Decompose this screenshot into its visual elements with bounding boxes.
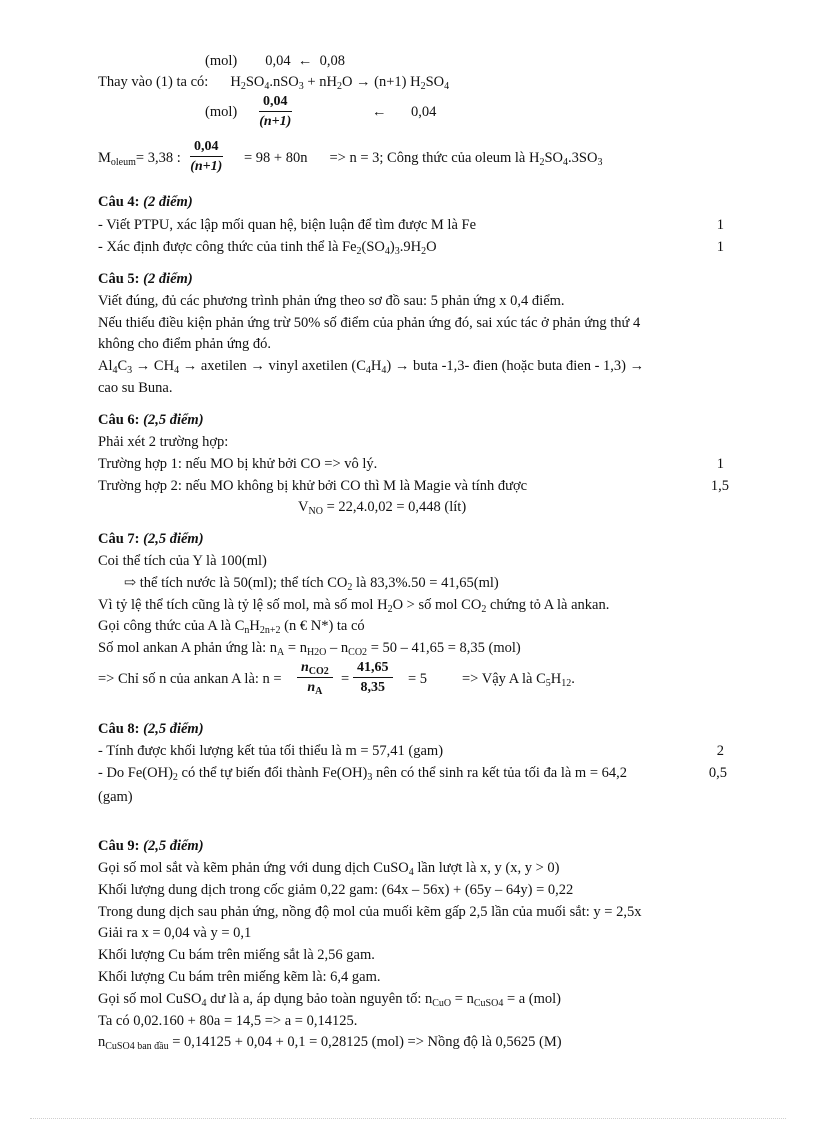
arrow-left-2: ←	[372, 104, 387, 120]
mol-value-b: 0,08	[319, 53, 345, 69]
q7-line-1: Coi thể tích của Y là 100(ml)	[98, 553, 267, 569]
q6-line-2: Trường hợp 1: nếu MO bị khử bởi CO => vô lý.	[98, 456, 378, 472]
q7-line-4: Gọi công thức của A là $C_nH_{2n+2}$ (n € N*) ta có	[98, 618, 365, 636]
page-bottom-rule	[30, 1118, 786, 1119]
q6-line-3: Trường hợp 2: nếu MO không bị khử bởi CO thì M là Magie và tính được	[98, 478, 528, 494]
q9-line-7: Gọi số mol CuSO$_4$ dư là a, áp dụng bảo toàn nguyên tố: $n_{CuO} = n_{CuSO4} = a$ (mol)	[98, 991, 562, 1009]
q6-score-2: 1	[716, 456, 724, 472]
q6-volume-no: $V_{NO} = 22,4.0,02 = 0,448$ (lít)	[298, 499, 467, 517]
question-9-heading: Câu 9: (2,5 điểm)	[98, 838, 204, 854]
q7-line-5: Số mol ankan A phản ứng là: $n_A = n_{H2O} - n_{CO2} = 50 - 41,65 = 8,35$ (mol)	[98, 640, 521, 658]
q9-line-5: Khối lượng Cu bám trên miếng sắt là 2,56 gam.	[98, 947, 375, 963]
fraction-004-n1: $\frac{0,04}{(n+1)}$	[259, 94, 292, 129]
question-8-heading: Câu 8: (2,5 điểm)	[98, 721, 204, 737]
mol-label: (mol)	[205, 53, 238, 69]
question-7-heading: Câu 7: (2,5 điểm)	[98, 531, 204, 547]
fraction-004-n1-b: $\frac{0,04}{(n+1)}$	[190, 139, 223, 174]
substitution-line	[98, 73, 449, 92]
mol-value-a: 0,04	[265, 53, 291, 69]
q5-line-3: không cho điểm phản ứng đó.	[98, 336, 271, 352]
q9-line-1: Gọi số mol sắt và kẽm phản ứng với dung dịch CuSO$_4$ lần lượt là x, y (x, y > 0)	[98, 860, 560, 878]
arrow-right-icon: ⇨	[124, 575, 137, 591]
oleum-result: = 98 + 80n => n = 3; Công thức của oleum là $H_2SO_4.3SO_3$	[244, 150, 603, 168]
q5-line-5: cao su Buna.	[98, 380, 173, 396]
q7-line-6: => Chỉ số n của ankan A là: n =	[98, 671, 282, 687]
q8-line-3: (gam)	[98, 789, 133, 805]
q9-line-6: Khối lượng Cu bám trên miếng kẽm là: 6,4 gam.	[98, 969, 381, 985]
q8-line-1: - Tính được khối lượng kết tủa tối thiểu là m = 57,41 (gam)	[98, 743, 444, 759]
q4-line-1: - Viết PTPU, xác lập mối quan hệ, biện luận để tìm được M là Fe	[98, 217, 477, 233]
q9-line-8: Ta có 0,02.160 + 80a = 14,5 => a = 0,14125.	[98, 1013, 358, 1029]
q4-score-1: 1	[716, 217, 724, 233]
q8-score-1: 2	[716, 743, 724, 759]
q9-line-9: $n_{CuSO4 ban đầu} = 0,14125 + 0,04 + 0,1 = 0,28125$ (mol) => Nồng độ là 0,5625 (M)	[98, 1034, 562, 1052]
q4-score-2: 1	[716, 239, 724, 255]
mol-row-1	[205, 52, 345, 71]
q5-reaction-scheme: $Al_4C_3 \to CH_4$ → axetilen → vinyl axetilen $(C_4H_4)$ → buta -1,3- đien (hoặc buta đien - 1,3) →	[98, 358, 645, 376]
molar-mass-oleum: $M_{oleum}= 3,38$ :	[98, 150, 181, 168]
equation-oleum: $H_2SO_4.nSO_3 + nH_2O \to (n+1)$ $H_2SO_4$	[230, 74, 450, 92]
mol-label-2: (mol)	[205, 104, 238, 120]
q6-score-3: 1,5	[710, 478, 729, 494]
question-6-heading: Câu 6: (2,5 điểm)	[98, 412, 204, 428]
arrow-left: ←	[297, 53, 313, 69]
q6-line-1: Phải xét 2 trường hợp:	[98, 434, 229, 450]
equals-sign: =	[341, 671, 350, 687]
q8-score-2: 0,5	[708, 765, 727, 781]
q7-line-3: Vì tỷ lệ thể tích cũng là tỷ lệ số mol, mà số mol $H_2O$ > số mol $CO_2$ chứng tỏ A là ankan.	[98, 597, 610, 615]
question-4-heading: Câu 4: (2 điểm)	[98, 194, 193, 210]
q7-line-2: ⇨ thể tích nước là 50(ml); thể tích $CO_2$ là 83,3%.50 = 41,65(ml)	[124, 575, 499, 593]
mol-value-c: 0,04	[411, 104, 437, 120]
substitution-label: Thay vào (1) ta có:	[98, 74, 209, 90]
q9-line-4: Giải ra x = 0,04 và y = 0,1	[98, 925, 252, 941]
q9-line-2: Khối lượng dung dịch trong cốc giảm 0,22 gam: (64x – 56x) + (65y – 64y) = 0,22	[98, 882, 574, 898]
fraction-nco2-over-na: $n_{CO2}$ $n_A$	[297, 659, 333, 696]
q4-line-2: - Xác định được công thức của tinh thể là $Fe_2(SO_4)_3.9H_2O$	[98, 239, 437, 257]
q9-line-3: Trong dung dịch sau phản ứng, nồng độ mol của muối kẽm gấp 2,5 lần của muối sắt: y = 2,5x	[98, 904, 642, 920]
question-5-heading: Câu 5: (2 điểm)	[98, 271, 193, 287]
q7-conclusion: => Vậy A là $C_5H_{12}$.	[462, 671, 575, 689]
q8-line-2: - Do $Fe(OH)_2$ có thể tự biến đổi thành $Fe(OH)_3$ nên có thể sinh ra kết tủa tối đa là m = 64,2	[98, 765, 628, 783]
q5-line-1: Viết đúng, đủ các phương trình phản ứng theo sơ đồ sau: 5 phản ứng x 0,4 điểm.	[98, 293, 565, 309]
q7-n-result: = 5	[408, 671, 428, 687]
q5-line-2: Nếu thiếu điều kiện phản ứng trừ 50% số điểm của phản ứng đó, sai xúc tác ở phản ứng thứ 4	[98, 315, 641, 331]
fraction-4165-over-835: $\frac{41,65}{8,35}$	[353, 659, 393, 696]
